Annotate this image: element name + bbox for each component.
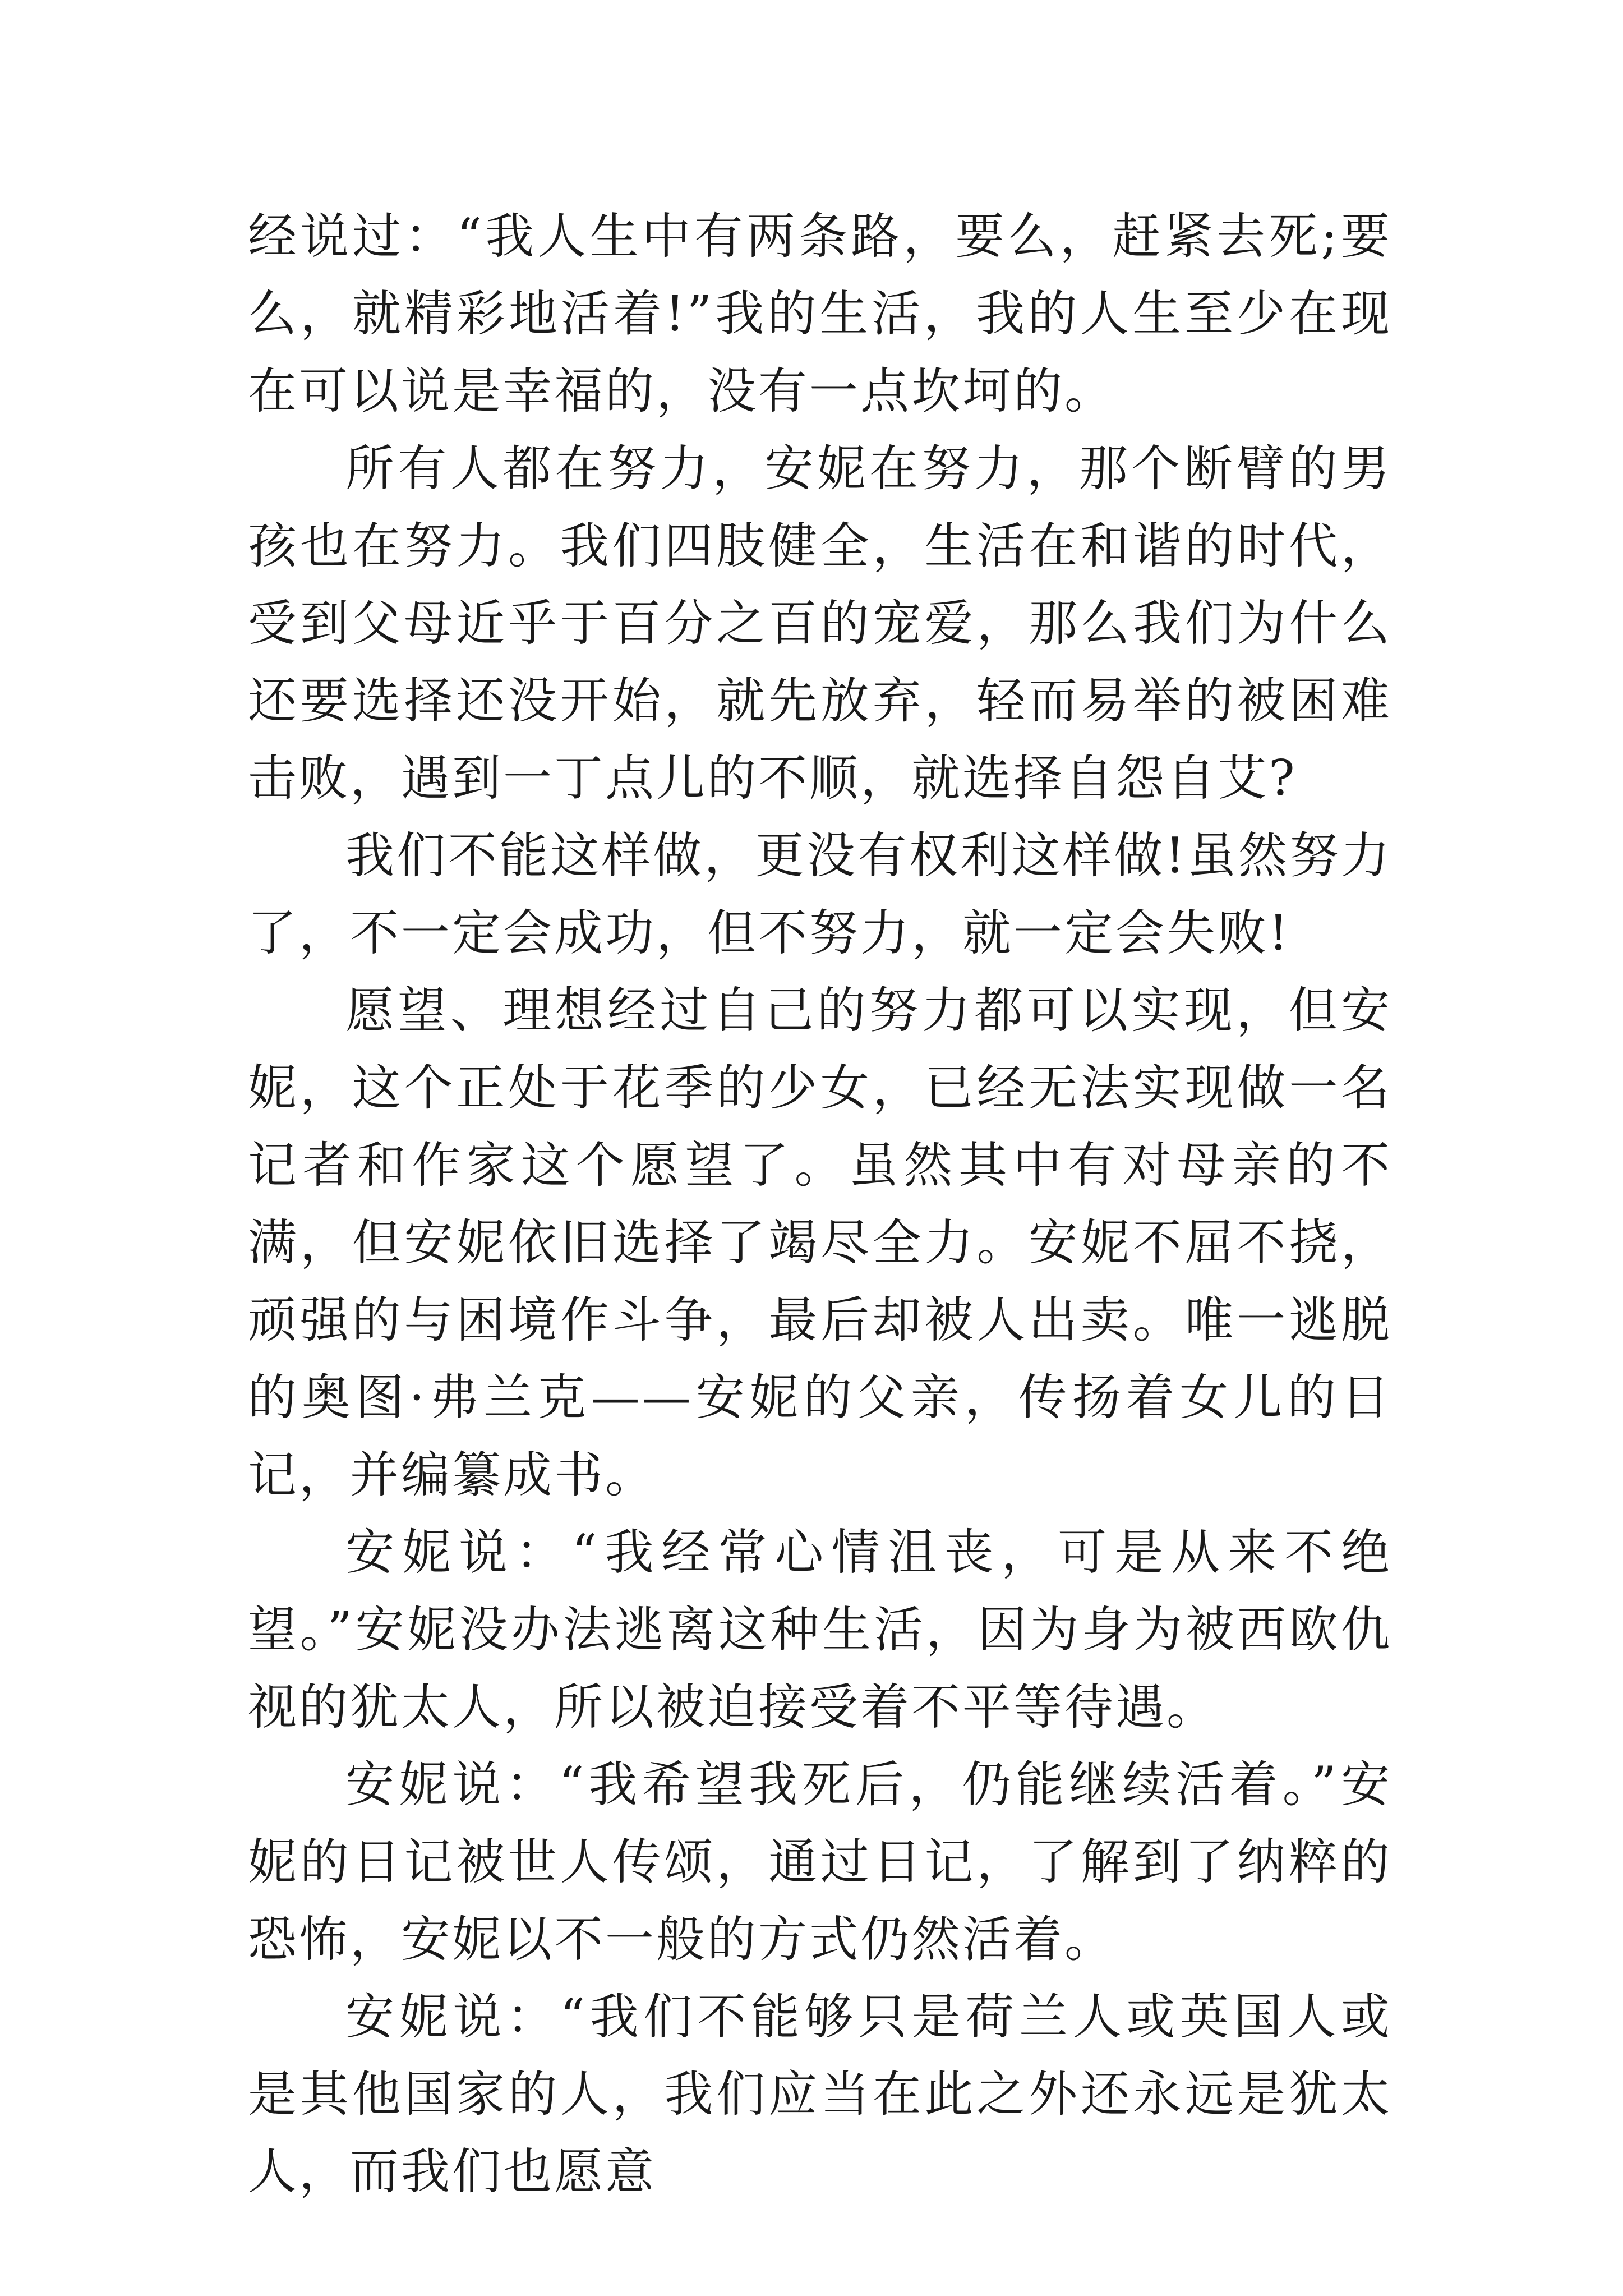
paragraph: 安妮说：“我希望我死后，仍能继续活着。”安妮的日记被世人传颂，通过日记，了解到了纳粹的恐怖，安妮以不一般的方式仍然活着。 (248, 1756, 1392, 1968)
paragraph: 我们不能这样做，更没有权利这样做!虽然努力了，不一定会成功，但不努力，就一定会失败! (248, 827, 1392, 961)
paragraph: 安妮说：“我们不能够只是荷兰人或英国人或是其他国家的人，我们应当在此之外还永远是犹太人，而我们也愿意 (248, 1988, 1392, 2200)
paragraph: 经说过：“我人生中有两条路，要么，赶紧去死;要么，就精彩地活着!”我的生活，我的人生至少在现在可以说是幸福的，没有一点坎坷的。 (248, 208, 1392, 420)
body-text (248, 197, 1392, 2210)
paragraph: 安妮说：“我经常心情沮丧，可是从来不绝望。”安妮没办法逃离这种生活，因为身为被西欧仇视的犹太人，所以被迫接受着不平等待遇。 (248, 1524, 1392, 1736)
paragraph: 愿望、理想经过自己的努力都可以实现，但安妮，这个正处于花季的少女，已经无法实现做一名记者和作家这个愿望了。虽然其中有对母亲的不满，但安妮依旧选择了竭尽全力。安妮不屈不挠，顽强的与困境作斗争，最后却被人出卖。唯一逃脱的奥图·弗兰克——安妮的父亲，传扬着女儿的日记，并编纂成书。 (248, 982, 1392, 1503)
paragraph: 所有人都在努力，安妮在努力，那个断臂的男孩也在努力。我们四肢健全，生活在和谐的时代，受到父母近乎于百分之百的宠爱，那么我们为什么还要选择还没开始，就先放弃，轻而易举的被困难击败，遇到一丁点儿的不顺，就选择自怨自艾? (248, 440, 1392, 807)
